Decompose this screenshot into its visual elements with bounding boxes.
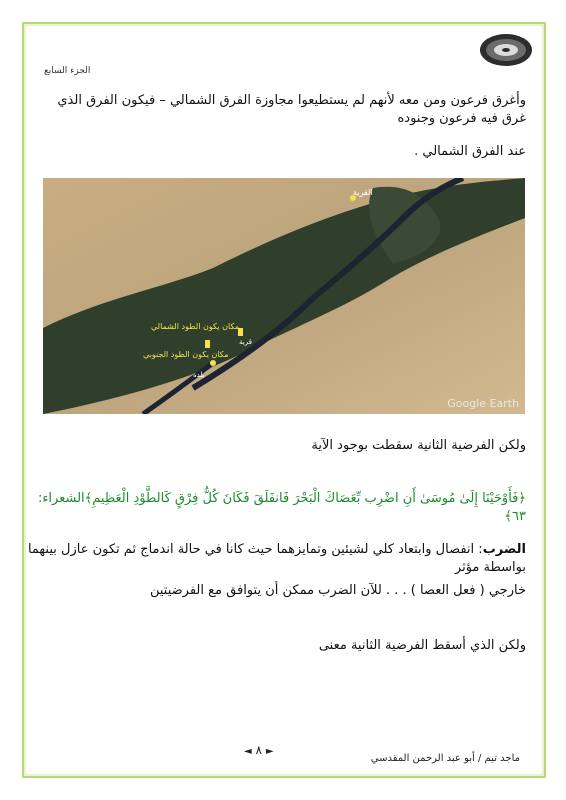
map-credit: Google Earth [447,397,519,410]
satellite-map [43,178,525,414]
map-label-north: مكان يكون الطود الشمالي [151,322,240,331]
part-label: الجزء السابع [44,66,91,76]
quran-quote: ﴿فَأَوْحَيْنَا إِلَىٰ مُوسَىٰ أَنِ اضْرِب بِّعَصَاكَ الْبَحْرَ فَانفَلَقَ فَكَانَ كُلُّ فِرْقٍ كَالطَّوْدِ الْعَظِيمِ﴾الشعراء: ٦٣﴾ [37,491,526,524]
next-arrow-icon: ► [265,746,274,757]
definition-text: : انفصال وابتعاد كلي لشيئين وتمايزهما حيث كانا في حالة اندماج ثم تكون عازل بينهما بواسطة مؤثر [27,542,526,575]
map-label-small: بلدة [193,371,205,379]
map-label-top: القرية [353,188,373,197]
author-footer: ماجد تيم / أبو عبد الرحمن المقدسي [370,753,520,764]
term-bold: الضرب [482,542,526,557]
paragraph-line-6: خارجي ( فعل العصا ) . . . للآن الضرب ممكن أن يتوافق مع الفرضيتين [149,583,526,598]
page-number-value: ٨ [255,743,262,757]
paragraph-line-7: ولكن الذي أسقط الفرضية الثانية معنى [318,638,526,653]
site-logo-icon [478,30,534,70]
paragraph-line-5 [26,541,526,577]
paragraph-line-3: ولكن الفرضية الثانية سقطت بوجود الآية [311,438,526,453]
paragraph-line-2: عند الفرق الشمالي . [414,144,526,159]
prev-arrow-icon: ◄ [244,746,252,757]
paragraph-line-1: وأغرق فرعون ومن معه لأنهم لم يستطيعوا مجاوزة الفرق الشمالي – فيكون الفرق الذي غرق فيه فرعون وجنوده [57,93,526,126]
map-label-south: مكان يكون الطود الجنوبي [143,350,229,359]
map-label-village: قرية [239,338,252,346]
page-number [244,743,274,757]
